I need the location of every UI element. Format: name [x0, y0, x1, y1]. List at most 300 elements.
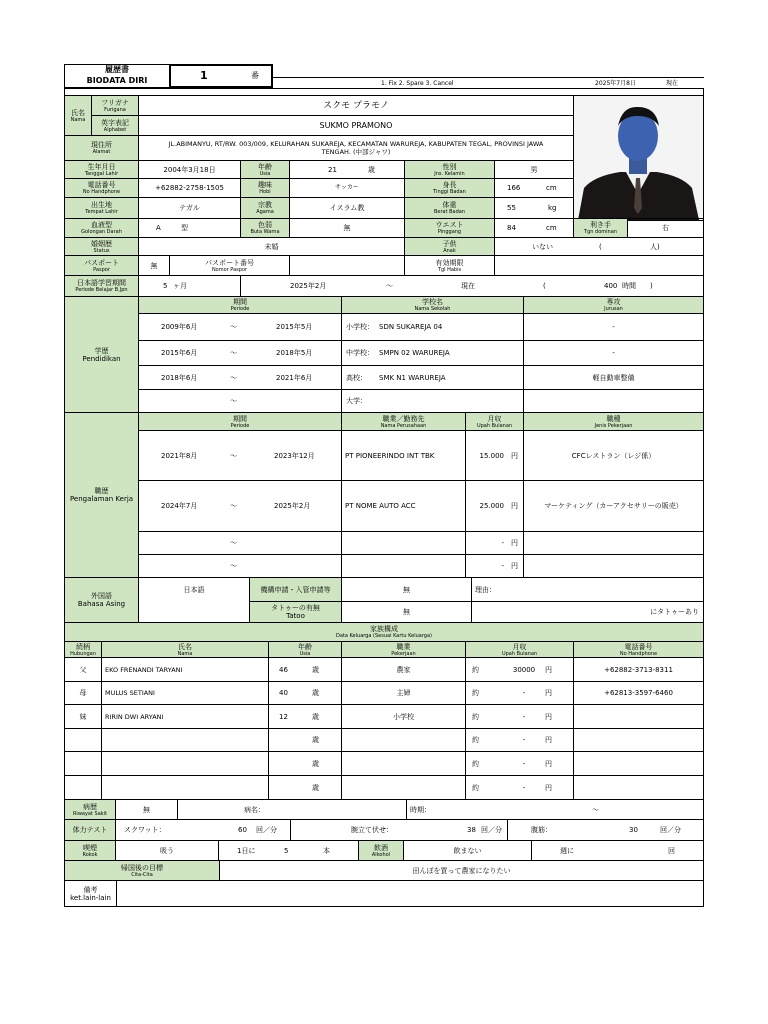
hand-field[interactable] — [627, 218, 704, 238]
edu-col-school-sub: Nama Sekolah — [414, 306, 451, 312]
fitness-label — [64, 819, 116, 841]
work-col-job-jp: 職種 — [606, 414, 621, 423]
illness-label-jp: 病歴 — [83, 802, 97, 811]
work-col-company-sub: Nama Perusahaan — [380, 422, 427, 429]
children-label-jp: 子供 — [442, 239, 457, 248]
fam-name-cell[interactable] — [101, 657, 269, 682]
hobby-label-sub: Hobi — [259, 189, 271, 195]
colorblind-label-jp: 色弱 — [258, 221, 272, 229]
address-line-2: TENGAH. (中部ジャワ) — [321, 148, 391, 156]
work-label-jp: 職歴 — [94, 487, 109, 495]
passport-no-label-sub: Nomor Paspor — [211, 266, 248, 273]
work-period-cell[interactable] — [138, 430, 342, 481]
work-period-cell[interactable] — [138, 554, 342, 578]
children-value: いない — [532, 242, 553, 251]
fam-rel-cell[interactable] — [64, 775, 102, 800]
edu-major: 軽自動車整備 — [592, 373, 635, 382]
work-salary: - — [501, 539, 504, 547]
period-field[interactable] — [406, 799, 704, 820]
fam-phone-cell[interactable] — [573, 728, 704, 752]
work-salary-cell[interactable] — [465, 554, 524, 578]
fam-salary-cell[interactable] — [465, 704, 574, 729]
work-col-salary-sub: Upah Bulanan — [476, 422, 513, 429]
work-label-sub: Pengalaman Kerja — [69, 495, 134, 503]
edu-level: 高校： — [346, 373, 367, 382]
language-value: 日本語 — [183, 586, 205, 594]
work-from: 2024年7月 — [161, 502, 198, 510]
document-date: 2025年7月8日 — [595, 80, 636, 87]
work-job-cell[interactable] — [523, 554, 704, 578]
fam-phone-cell[interactable] — [573, 681, 704, 705]
edu-period-cell[interactable] — [138, 389, 342, 413]
fam-name-cell[interactable] — [101, 681, 269, 705]
work-company-cell[interactable] — [341, 531, 466, 555]
fam-name: RIRIN DWI ARYANI — [105, 712, 164, 721]
fam-rel: 父 — [79, 665, 87, 674]
fam-yen: 円 — [545, 736, 552, 744]
colorblind-label-sub: Buta Warna — [250, 229, 280, 235]
edu-col-school — [341, 296, 524, 314]
fam-age-unit: 歳 — [312, 736, 319, 744]
fam-age-cell[interactable] — [268, 728, 342, 752]
work-col-job — [523, 412, 704, 431]
waist-unit: cm — [546, 224, 557, 232]
goal-value: 田んぼを買って農家になりたい — [412, 866, 511, 875]
smoke-count-field[interactable] — [218, 840, 359, 861]
edu-level: 中学校： — [346, 349, 374, 357]
fam-col-rel-sub: Hubungan — [70, 650, 96, 657]
age-label-jp: 年齢 — [258, 162, 272, 171]
weight-label-sub: Berat Badan — [433, 209, 466, 215]
work-salary-cell[interactable] — [465, 531, 524, 555]
work-col-company-jp: 職業／勤務先 — [382, 414, 425, 423]
address-field[interactable] — [138, 135, 574, 161]
fam-yen: 円 — [545, 689, 552, 697]
work-company-cell[interactable] — [341, 430, 466, 481]
fam-col-salary-sub: Upah Bulanan — [501, 650, 538, 657]
situp-field[interactable] — [507, 819, 704, 841]
waist-value: 84 — [507, 224, 516, 232]
disease-field[interactable] — [177, 799, 407, 820]
work-salary-cell[interactable] — [465, 430, 524, 481]
pushup-unit: 回／分 — [481, 826, 502, 834]
edu-school-cell[interactable] — [341, 389, 524, 413]
visa-label-jp: 機構申請・入管申請等 — [260, 585, 331, 594]
work-salary-cell[interactable] — [465, 480, 524, 532]
weight-unit: kg — [548, 204, 557, 212]
work-company-cell[interactable] — [341, 480, 466, 532]
height-field[interactable] — [494, 178, 574, 198]
education-label — [64, 296, 139, 413]
work-company: PT NOME AUTO ACC — [345, 502, 416, 510]
squat-value: 60 — [238, 826, 247, 834]
edu-school-cell[interactable] — [341, 313, 524, 341]
fam-job-cell[interactable] — [341, 728, 466, 752]
study-period-field[interactable] — [240, 275, 704, 297]
fam-yen: 円 — [545, 712, 552, 721]
fam-salary: 30000 — [512, 665, 536, 674]
furigana-value: スクモ プラモノ — [323, 100, 389, 111]
edu-major: - — [612, 349, 615, 357]
marital-label-sub: Status — [93, 247, 110, 254]
passport-label — [64, 255, 139, 276]
fitness-label-jp: 体力テスト — [72, 826, 108, 834]
fam-age-cell[interactable] — [268, 657, 342, 682]
gender-field[interactable] — [494, 160, 574, 179]
work-company: PT PIONEERINDO INT TBK — [345, 451, 435, 460]
alcohol-label-sub: Alkohol — [371, 851, 391, 858]
expiry-label-sub: Tgl Habis — [437, 266, 462, 273]
fam-col-job — [341, 641, 466, 658]
fam-yen: 円 — [545, 783, 552, 792]
alcohol-count-field[interactable] — [531, 840, 704, 861]
edu-major: - — [612, 323, 615, 331]
age-unit: 歳 — [368, 165, 375, 174]
goal-field[interactable] — [219, 860, 704, 881]
fam-name-cell[interactable] — [101, 775, 269, 800]
reason-field[interactable] — [471, 577, 704, 602]
edu-period-cell[interactable] — [138, 313, 342, 341]
alcohol-unit: 回 — [668, 846, 675, 855]
passport-no-label-jp: パスポート番号 — [205, 258, 254, 267]
fam-col-job-sub: Pekerjaan — [391, 650, 416, 657]
fam-salary-cell[interactable] — [465, 751, 574, 776]
fam-age: 12 — [279, 712, 288, 721]
edu-school-cell[interactable] — [341, 365, 524, 390]
work-tilde: ～ — [230, 451, 237, 460]
colorblind-label — [240, 218, 290, 238]
tattoo-value: 無 — [403, 608, 410, 616]
work-col-salary — [465, 412, 524, 431]
notes-field[interactable] — [116, 880, 704, 907]
birthplace-label — [64, 197, 139, 219]
smoke-value: 吸う — [160, 846, 174, 855]
dob-field[interactable] — [138, 160, 241, 179]
study-months-field[interactable] — [138, 275, 241, 297]
fam-job: 主婦 — [396, 689, 411, 697]
smoke-unit: 本 — [323, 846, 330, 855]
fam-col-phone-sub: No Handphone — [619, 650, 658, 657]
fam-salary: - — [522, 689, 526, 697]
height-label-jp: 身長 — [442, 181, 457, 189]
fam-yen: 円 — [545, 665, 552, 674]
marital-label — [64, 237, 139, 256]
passport-label-jp: パスポート — [84, 258, 119, 267]
fam-name-cell[interactable] — [101, 728, 269, 752]
fam-salary: - — [522, 736, 526, 744]
age-label — [240, 160, 290, 179]
work-col-period — [138, 412, 342, 431]
work-period-cell[interactable] — [138, 480, 342, 532]
passport-no-field[interactable] — [289, 255, 405, 276]
phone-label — [64, 178, 139, 198]
fam-job-cell[interactable] — [341, 751, 466, 776]
name-label-jp: 氏名 — [71, 108, 85, 117]
fam-approx: 約 — [472, 689, 479, 697]
period-label: 時期： — [410, 805, 431, 814]
work-col-period-sub: Periode — [230, 422, 250, 429]
fam-phone-cell[interactable] — [573, 751, 704, 776]
title-jp: 履歴書 — [105, 65, 129, 74]
expiry-label — [404, 255, 495, 276]
tattoo-note-field[interactable] — [471, 601, 704, 623]
work-tilde: ～ — [230, 539, 237, 547]
reason-label: 理由： — [475, 585, 496, 594]
work-yen: 円 — [511, 451, 518, 460]
religion-field[interactable] — [289, 197, 405, 219]
tattoo-label-jp: タトゥーの有無 — [271, 604, 320, 612]
fam-col-name — [101, 641, 269, 658]
edu-period-cell[interactable] — [138, 365, 342, 390]
birthplace-value: テガル — [179, 204, 200, 212]
fam-salary-cell[interactable] — [465, 728, 574, 752]
work-col-period-jp: 期間 — [233, 414, 247, 423]
edu-school-cell[interactable] — [341, 340, 524, 366]
fam-rel-cell[interactable] — [64, 657, 102, 682]
smoke-per-day: 1日に — [237, 846, 256, 855]
edu-level: 大学： — [346, 397, 367, 405]
alphabet-label-jp: 英字表記 — [101, 118, 129, 127]
language-field[interactable] — [138, 577, 250, 623]
hand-label — [573, 218, 628, 238]
edu-col-period-jp: 期間 — [233, 298, 247, 306]
fam-age-cell[interactable] — [268, 775, 342, 800]
fam-yen: 円 — [545, 759, 552, 768]
study-to: 現在 — [461, 282, 475, 290]
fam-phone-cell[interactable] — [573, 704, 704, 729]
edu-to: 2018年5月 — [276, 349, 313, 357]
fam-job: 農家 — [396, 665, 411, 674]
fam-salary: - — [522, 712, 526, 721]
language-label-jp: 外国語 — [91, 592, 112, 600]
work-job: CFCレストラン（レジ係） — [571, 451, 656, 460]
squat-label: スクワット： — [124, 826, 166, 834]
religion-label-jp: 宗教 — [258, 201, 272, 209]
fam-col-salary — [465, 641, 574, 658]
marital-label-jp: 婚姻歴 — [91, 239, 112, 248]
edu-major-cell[interactable] — [523, 389, 704, 413]
family-title-sub: Data Keluarga (Sesuai Kartu Keluarga) — [336, 633, 432, 639]
pushup-field[interactable] — [290, 819, 508, 841]
children-paren: ( — [599, 242, 602, 251]
fam-job-cell[interactable] — [341, 704, 466, 729]
fam-col-phone-jp: 電話番号 — [624, 642, 653, 651]
study-label — [64, 275, 139, 297]
illness-field[interactable] — [115, 799, 178, 820]
study-tilde: ～ — [386, 282, 393, 290]
edu-period-cell[interactable] — [138, 340, 342, 366]
furigana-label-jp: フリガナ — [101, 98, 129, 107]
pushup-label: 腕立て伏せ： — [351, 826, 393, 834]
fam-name: MULUS SETIANI — [105, 689, 155, 697]
work-from: 2021年8月 — [161, 451, 198, 460]
fam-salary: - — [522, 783, 526, 792]
study-paren-close: ) — [650, 282, 653, 290]
fam-age: 46 — [279, 665, 288, 674]
address-label-jp: 現住所 — [91, 141, 112, 149]
fam-phone: +62882-3713-8311 — [604, 665, 673, 674]
furigana-label-sub: Furigana — [104, 106, 126, 113]
study-hours-unit: 時間 — [622, 282, 636, 290]
gender-label-jp: 性別 — [442, 162, 457, 171]
alphabet-field[interactable] — [138, 115, 574, 136]
passport-no-label — [169, 255, 290, 276]
hand-value: 右 — [662, 224, 669, 232]
study-months-unit: ヶ月 — [173, 282, 187, 290]
expiry-field[interactable] — [494, 255, 704, 276]
age-label-sub: Usia — [259, 170, 271, 177]
passport-value: 無 — [150, 261, 158, 270]
edu-col-period — [138, 296, 342, 314]
title-id: BIODATA DIRI — [86, 76, 148, 85]
study-hours: 400 — [604, 282, 618, 290]
work-company-cell[interactable] — [341, 554, 466, 578]
dob-label-jp: 生年月日 — [87, 162, 116, 171]
fam-age-cell[interactable] — [268, 751, 342, 776]
fam-job-cell[interactable] — [341, 775, 466, 800]
birthplace-label-jp: 出生地 — [91, 201, 112, 209]
fam-job-cell[interactable] — [341, 657, 466, 682]
fam-name-cell[interactable] — [101, 751, 269, 776]
edu-to: 2021年6月 — [276, 373, 313, 382]
phone-field[interactable] — [138, 178, 241, 198]
work-yen: 円 — [511, 502, 518, 510]
weight-field[interactable] — [494, 197, 574, 219]
fam-age-unit: 歳 — [312, 712, 319, 721]
fam-col-rel — [64, 641, 102, 658]
work-to: 2023年12月 — [274, 451, 315, 460]
waist-label — [404, 218, 495, 238]
education-label-jp: 学歴 — [94, 346, 109, 355]
goal-label-jp: 帰国後の目標 — [121, 863, 163, 872]
study-label-jp: 日本語学習期間 — [77, 279, 126, 287]
work-yen: 円 — [511, 539, 518, 547]
phone-label-sub: No Handphone — [82, 189, 121, 195]
notes-label-sub: ket.lain-lain — [70, 893, 111, 902]
family-title-jp: 家族構成 — [370, 625, 398, 633]
fam-age-unit: 歳 — [312, 783, 319, 792]
blood-label — [64, 218, 139, 238]
fam-name: EKO FRENANDI TARYANI — [105, 665, 183, 674]
work-col-company — [341, 412, 466, 431]
furigana-field[interactable] — [138, 95, 574, 116]
fam-approx: 約 — [472, 759, 479, 768]
visa-value: 無 — [403, 585, 410, 594]
waist-label-sub: Pinggang — [437, 229, 462, 235]
hobby-field[interactable] — [289, 178, 405, 198]
birthplace-field[interactable] — [138, 197, 241, 219]
fam-phone-cell[interactable] — [573, 775, 704, 800]
expiry-label-jp: 有効期限 — [435, 258, 464, 267]
fam-name-cell[interactable] — [101, 704, 269, 729]
gender-value: 男 — [530, 165, 538, 174]
blood-value: A — [156, 224, 161, 232]
fam-age-cell[interactable] — [268, 704, 342, 729]
work-job-cell[interactable] — [523, 430, 704, 481]
visa-field[interactable] — [341, 577, 472, 602]
person-photo-icon — [574, 96, 703, 220]
height-value: 166 — [507, 184, 521, 192]
situp-value: 30 — [629, 826, 638, 834]
edu-tilde: ～ — [230, 349, 237, 357]
fam-col-job-jp: 職業 — [396, 642, 411, 651]
sheet-number-suffix: 番 — [251, 71, 259, 80]
fam-col-age — [268, 641, 342, 658]
children-label — [404, 237, 495, 256]
work-period-cell[interactable] — [138, 531, 342, 555]
squat-field[interactable] — [115, 819, 291, 841]
study-from: 2025年2月 — [290, 282, 327, 290]
smoke-field[interactable] — [115, 840, 219, 861]
waist-field[interactable] — [494, 218, 574, 238]
tattoo-label — [249, 601, 342, 623]
fam-salary-cell[interactable] — [465, 775, 574, 800]
passport-field[interactable] — [138, 255, 170, 276]
waist-label-jp: ウエスト — [435, 221, 464, 229]
edu-school: SDN SUKAREJA 04 — [379, 323, 443, 331]
hobby-label-jp: 趣味 — [258, 181, 272, 189]
blood-label-jp: 血液型 — [91, 221, 112, 229]
education-label-sub: Pendidikan — [82, 354, 121, 363]
photo-frame — [573, 95, 704, 221]
edu-level: 小学校： — [346, 323, 374, 331]
fam-rel-cell[interactable] — [64, 704, 102, 729]
fam-phone-cell[interactable] — [573, 657, 704, 682]
hobby-value: サッカー — [335, 184, 359, 191]
fam-rel-cell[interactable] — [64, 681, 102, 705]
children-unit: 人) — [650, 242, 660, 251]
edu-col-major-sub: Jurusan — [604, 306, 623, 312]
fam-approx: 約 — [472, 783, 479, 792]
tattoo-label-sub: Tatoo — [286, 612, 305, 620]
fam-rel-cell[interactable] — [64, 751, 102, 776]
edu-major-cell[interactable] — [523, 365, 704, 390]
fam-salary-cell[interactable] — [465, 681, 574, 705]
notes-label — [64, 880, 117, 907]
edu-major-cell[interactable] — [523, 340, 704, 366]
document-date-suffix: 現在 — [666, 80, 679, 87]
fam-col-name-sub: Nama — [177, 650, 193, 657]
alcohol-label-jp: 飲酒 — [374, 843, 388, 852]
phone-label-jp: 電話番号 — [87, 181, 116, 189]
status-options: 1. Fix 2. Spare 3. Cancel — [381, 80, 454, 87]
colorblind-field[interactable] — [289, 218, 405, 238]
weight-label-jp: 体重 — [442, 201, 457, 209]
fam-age-cell[interactable] — [268, 681, 342, 705]
work-job-cell[interactable] — [523, 480, 704, 532]
pushup-value: 38 — [467, 826, 476, 834]
tattoo-field[interactable] — [341, 601, 472, 623]
work-job: マーケティング（カーアクセサリーの販売） — [544, 502, 683, 510]
marital-field[interactable] — [138, 237, 405, 256]
address-label-sub: Alamat — [92, 149, 111, 155]
children-field[interactable] — [494, 237, 704, 256]
smoke-label-jp: 喫煙 — [83, 843, 97, 852]
edu-major-cell[interactable] — [523, 313, 704, 341]
alcohol-label — [358, 840, 404, 861]
fam-rel-cell[interactable] — [64, 728, 102, 752]
edu-to: 2015年5月 — [276, 323, 313, 331]
children-label-sub: Anak — [443, 247, 456, 254]
work-job-cell[interactable] — [523, 531, 704, 555]
fam-salary-cell[interactable] — [465, 657, 574, 682]
age-field[interactable] — [289, 160, 405, 179]
alcohol-field[interactable] — [403, 840, 532, 861]
blood-field[interactable] — [138, 218, 241, 238]
fam-job-cell[interactable] — [341, 681, 466, 705]
dob-label — [64, 160, 139, 179]
address-line-1: JL.ABIMANYU, RT/RW. 003/009, KELURAHAN SUKAREJA, KECAMATAN WARUREJA, KABUPATEN TEGAL, PROVINSI JAWA — [168, 140, 544, 148]
